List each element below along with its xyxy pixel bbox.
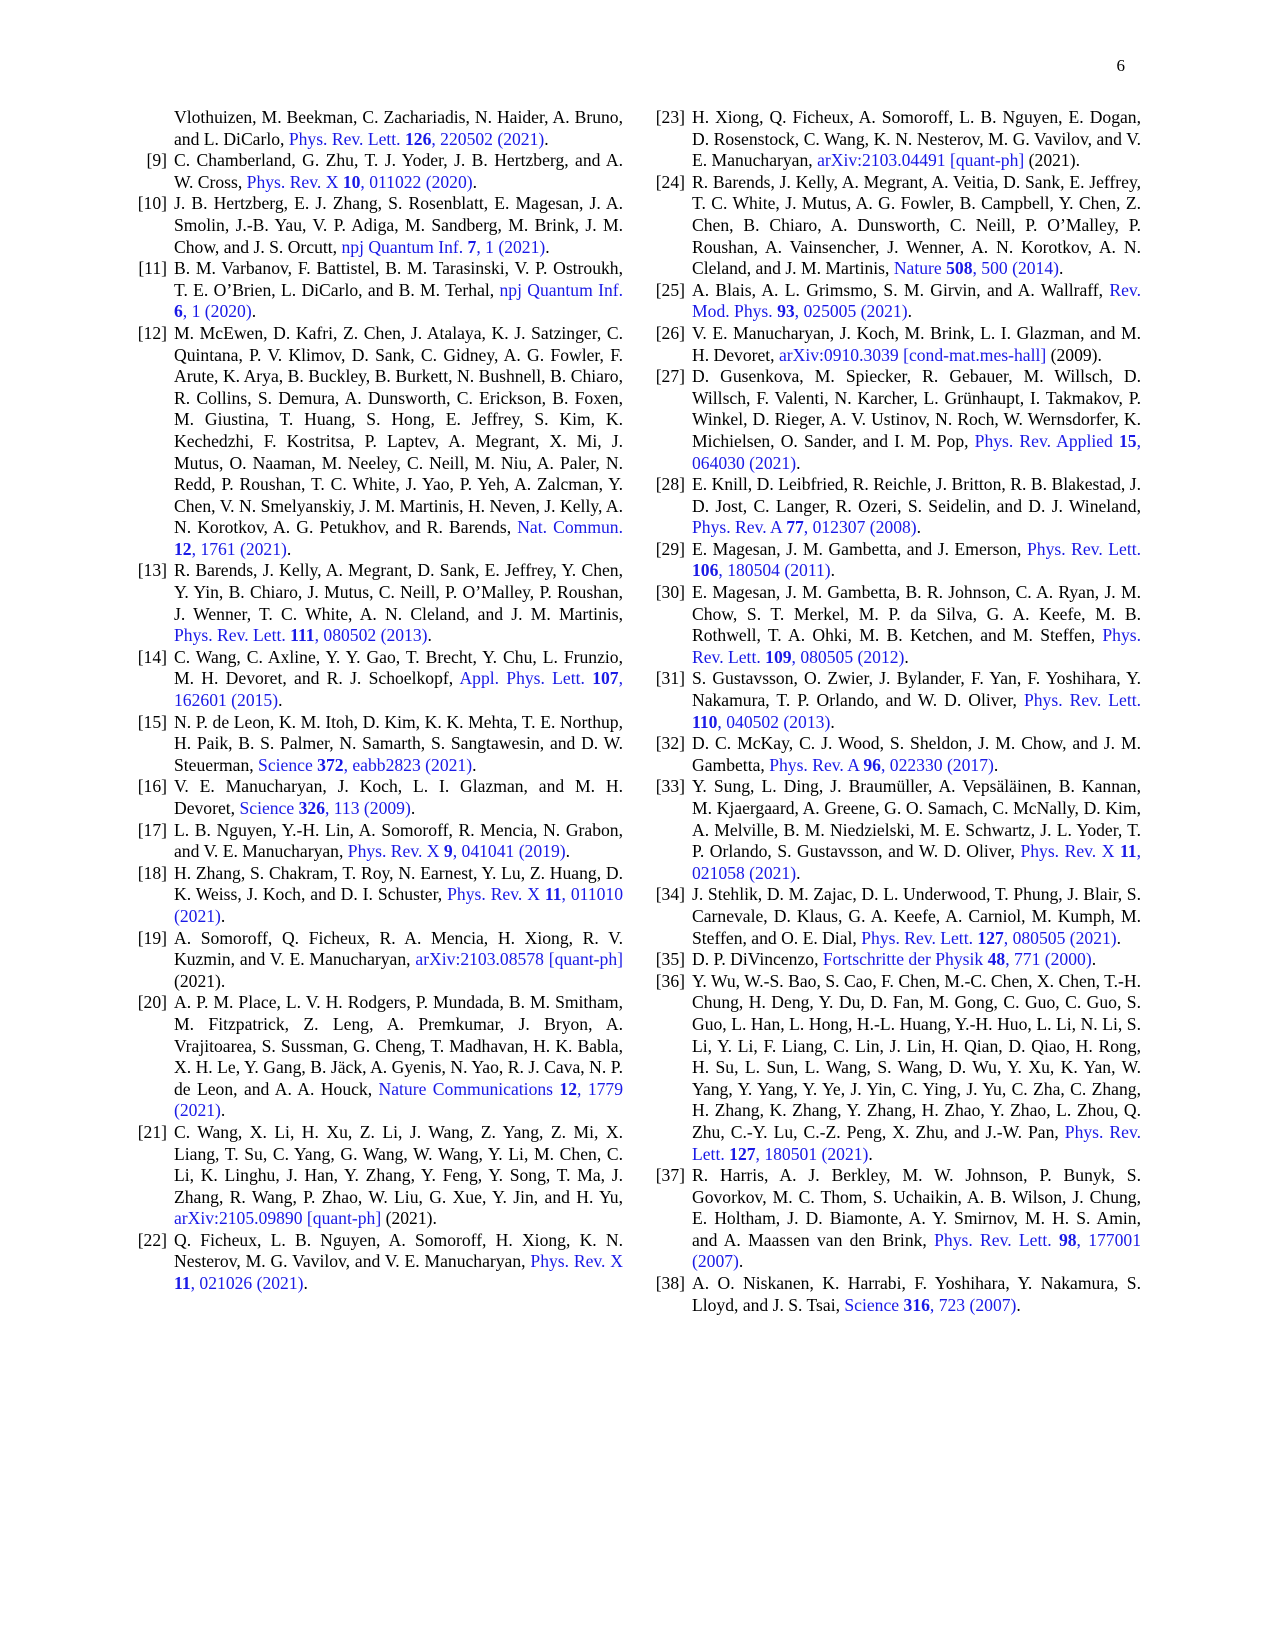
reference-pages: , 1 (2020) <box>182 301 252 322</box>
reference-link[interactable] <box>844 1295 1016 1315</box>
reference-authors: R. Barends, J. Kelly, A. Megrant, A. Veitia, D. Sank, E. Jeffrey, T. C. White, J. Mutus, A. G. Fowler, B. Campbell, Y. Chen, Z. Chen, B. Chiaro, A. Dunsworth, C. Neill, P. O’Malley, P. Roushan, A. Vainsencher, J. Wenner, A. N. Korotkov, A. N. Cleland, and J. M. Martinis, <box>692 171 1141 279</box>
reference-pages: , 771 (2000) <box>1005 949 1092 970</box>
reference-number: [33] <box>655 776 685 797</box>
reference-entry <box>133 1230 623 1295</box>
reference-link[interactable] <box>247 172 473 192</box>
reference-entry <box>651 884 1141 949</box>
reference-number: [31] <box>655 668 685 689</box>
reference-number: [11] <box>138 258 167 279</box>
reference-suffix: (2021). <box>1024 150 1080 171</box>
reference-suffix: . <box>830 560 836 581</box>
reference-journal: Science <box>239 798 295 818</box>
reference-authors: Q. Ficheux, L. B. Nguyen, A. Somoroff, H. Xiong, K. N. Nesterov, M. G. Vavilov, and V. E. Manucharyan, <box>174 1229 623 1272</box>
reference-authors: B. M. Varbanov, F. Battistel, B. M. Tarasinski, V. P. Ostroukh, T. E. O’Brien, L. DiCarlo, and B. M. Terhal, <box>174 258 623 300</box>
reference-suffix: (2009). <box>1046 344 1102 365</box>
reference-entry <box>651 1165 1141 1273</box>
reference-pages: , 1779 (2021) <box>174 1078 623 1121</box>
reference-journal: Science <box>844 1294 900 1315</box>
reference-volume: 508 <box>946 258 973 279</box>
reference-pages: , 220502 (2021) <box>431 128 545 149</box>
reference-link[interactable] <box>861 928 1116 948</box>
reference-suffix: . <box>303 1273 308 1294</box>
reference-entry <box>133 776 623 819</box>
reference-authors: R. Barends, J. Kelly, A. Megrant, D. Sank, E. Jeffrey, Y. Chen, Y. Yin, B. Chiaro, J. Mutus, C. Neill, P. O’Malley, P. Roushan, J. Wenner, T. C. White, A. N. Cleland, and J. M. Martinis, <box>174 560 623 624</box>
reference-link[interactable] <box>779 345 1046 365</box>
reference-authors: Vlothuizen, M. Beekman, C. Zachariadis, N. Haider, A. Bruno, and L. DiCarlo, <box>174 107 623 149</box>
reference-entry <box>133 992 623 1122</box>
reference-number: [14] <box>137 646 167 667</box>
reference-link[interactable] <box>289 129 544 149</box>
reference-link[interactable] <box>258 755 472 775</box>
reference-number: [23] <box>655 107 685 127</box>
reference-volume: 48 <box>987 949 1006 970</box>
reference-pages: , 162601 (2015) <box>174 668 623 711</box>
reference-suffix: . <box>868 1143 873 1164</box>
reference-volume: 12 <box>174 538 192 559</box>
reference-number: [30] <box>655 582 685 603</box>
reference-pages: , 021058 (2021) <box>692 841 1141 883</box>
reference-journal: Phys. Rev. X <box>347 841 440 862</box>
reference-link[interactable] <box>174 1208 381 1228</box>
reference-entry <box>651 366 1141 474</box>
reference-volume: 316 <box>903 1294 930 1315</box>
reference-number: [10] <box>137 193 167 214</box>
reference-entry <box>133 1122 623 1230</box>
reference-volume: 106 <box>692 560 719 581</box>
reference-volume: 11 <box>544 884 562 905</box>
reference-journal: npj Quantum Inf. <box>499 279 623 300</box>
reference-journal: Rev. Mod. Phys. <box>692 279 1141 322</box>
reference-journal: Phys. Rev. A <box>692 517 782 538</box>
reference-pages: , 180504 (2011) <box>718 560 831 581</box>
reference-entry <box>651 971 1141 1165</box>
reference-entry <box>651 539 1141 582</box>
reference-pages: , 723 (2007) <box>929 1294 1017 1315</box>
reference-number: [20] <box>137 992 167 1013</box>
reference-volume: 10 <box>342 171 361 192</box>
reference-suffix: . <box>220 1100 226 1121</box>
reference-pages: , 011022 (2020) <box>360 171 473 192</box>
reference-entry <box>651 172 1141 280</box>
reference-entry <box>651 107 1141 172</box>
reference-entry <box>133 712 623 777</box>
reference-volume: 11 <box>174 1273 191 1294</box>
reference-volume: 111 <box>290 625 315 646</box>
reference-authors: C. Wang, X. Li, H. Xu, Z. Li, J. Wang, Z. Yang, Z. Mi, X. Liang, T. Su, C. Yang, G. Wang, W. Wang, Y. Li, M. Chen, C. Li, K. Linghu, J. Han, Y. Zhang, Y. Feng, Y. Song, T. Ma, J. Zhang, R. Wang, P. Zhao, W. Liu, G. Xue, Y. Jin, and H. Yu, <box>174 1121 623 1207</box>
reference-entry <box>651 949 1141 971</box>
reference-authors: E. Magesan, J. M. Gambetta, B. R. Johnson, C. A. Ryan, J. M. Chow, S. T. Merkel, M. P. da Silva, G. A. Keefe, M. B. Rothwell, T. A. Ohki, M. B. Ketchen, and M. Steffen, <box>692 582 1141 646</box>
reference-authors: C. Wang, C. Axline, Y. Y. Gao, T. Brecht, Y. Chu, L. Frunzio, M. H. Devoret, and R. J. Schoelkopf, <box>174 646 623 689</box>
reference-link[interactable] <box>894 258 1059 278</box>
reference-journal: Appl. Phys. Lett. <box>459 668 585 689</box>
reference-number: [25] <box>655 279 685 300</box>
reference-entry <box>651 776 1141 884</box>
reference-number: [27] <box>655 366 685 387</box>
reference-journal: Phys. Rev. Lett. <box>1023 690 1141 711</box>
reference-authors: S. Gustavsson, O. Zwier, J. Bylander, F. Yan, F. Yoshihara, Y. Nakamura, T. P. Orlando, and W. D. Oliver, <box>692 668 1141 711</box>
reference-authors: A. O. Niskanen, K. Harrabi, F. Yoshihara, Y. Nakamura, S. Lloyd, and J. S. Tsai, <box>692 1273 1141 1315</box>
reference-number: [12] <box>137 322 167 343</box>
reference-volume: 127 <box>729 1143 756 1164</box>
reference-journal: Phys. Rev. Lett. <box>1026 538 1142 559</box>
reference-suffix: . <box>904 646 909 667</box>
reference-volume: 110 <box>692 711 718 732</box>
reference-authors: N. P. de Leon, K. M. Itoh, D. Kim, K. K. Mehta, T. E. Northup, H. Paik, B. S. Palmer, N. Samarth, S. Sangtawesin, and D. W. Steuerman, <box>174 711 623 775</box>
reference-pages: , 080505 (2012) <box>791 646 905 667</box>
reference-journal: Phys. Rev. Applied <box>974 430 1113 451</box>
reference-number: [17] <box>137 819 167 840</box>
references-left-column <box>133 107 623 1295</box>
reference-link[interactable] <box>341 237 545 257</box>
reference-volume: 127 <box>977 927 1004 948</box>
reference-volume: 96 <box>863 754 881 775</box>
reference-pages: , 1 (2021) <box>476 236 546 257</box>
reference-suffix: . <box>220 905 226 926</box>
reference-number: [29] <box>655 538 685 559</box>
reference-number: [16] <box>137 776 167 797</box>
reference-number: [26] <box>655 322 685 343</box>
reference-authors: H. Xiong, Q. Ficheux, A. Somoroff, L. B. Nguyen, E. Dogan, D. Rosenstock, C. Wang, K. N. Nesterov, M. G. Vavilov, and V. E. Manucharyan, <box>692 107 1141 171</box>
reference-journal: Phys. Rev. X <box>1020 841 1115 862</box>
reference-suffix: . <box>1059 258 1064 279</box>
reference-authors: C. Chamberland, G. Zhu, T. J. Yoder, J. B. Hertzberg, and A. W. Cross, <box>174 150 623 192</box>
reference-entry <box>133 107 623 150</box>
reference-suffix: . <box>916 517 922 538</box>
page-number: 6 <box>1116 56 1125 75</box>
reference-volume: 9 <box>443 841 453 862</box>
reference-pages: , eabb2823 (2021) <box>343 754 473 775</box>
reference-pages: , 080505 (2021) <box>1003 927 1117 948</box>
reference-pages: , 022330 (2017) <box>880 754 994 775</box>
reference-number: [38] <box>655 1273 685 1294</box>
reference-suffix: (2021). <box>174 970 226 991</box>
reference-suffix: . <box>251 301 257 322</box>
reference-entry <box>651 323 1141 366</box>
reference-authors: Y. Sung, L. Ding, J. Braumüller, A. Vepsäläinen, B. Kannan, M. Kjaergaard, A. Greene, G. O. Samach, C. McNally, D. Kim, A. Melville, B. M. Niedzielski, M. E. Schwartz, J. L. Yoder, T. P. Orlando, S. Gustavsson, and W. D. Oliver, <box>692 776 1141 862</box>
reference-volume: 126 <box>404 128 432 149</box>
reference-journal: Phys. Rev. Lett. <box>174 625 286 646</box>
reference-journal: Nature <box>893 258 942 279</box>
reference-journal: Phys. Rev. Lett. <box>934 1229 1052 1250</box>
reference-suffix: . <box>565 841 571 862</box>
reference-volume: 7 <box>467 236 477 257</box>
reference-entry <box>651 733 1141 776</box>
reference-authors: V. E. Manucharyan, J. Koch, M. Brink, L. I. Glazman, and M. H. Devoret, <box>692 322 1141 365</box>
reference-authors: V. E. Manucharyan, J. Koch, L. I. Glazman, and M. H. Devoret, <box>174 776 623 818</box>
reference-journal: Science <box>258 754 313 775</box>
reference-pages: , 113 (2009) <box>324 798 411 818</box>
reference-journal: Phys. Rev. Lett. <box>692 625 1141 667</box>
reference-pages: , 500 (2014) <box>972 258 1059 279</box>
reference-suffix: . <box>830 711 835 732</box>
reference-link[interactable] <box>415 949 623 969</box>
reference-number: [32] <box>655 733 685 754</box>
reference-suffix: . <box>278 690 283 711</box>
reference-suffix: . <box>286 538 292 559</box>
reference-suffix: . <box>410 798 416 818</box>
reference-authors: D. Gusenkova, M. Spiecker, R. Gebauer, M. Willsch, D. Willsch, F. Valenti, N. Karcher, L. Grünhaupt, I. Takmakov, P. Winkel, D. Rieger, A. V. Ustinov, N. Roch, W. Wernsdorfer, K. Michielsen, O. Sander, and I. M. Pop, <box>692 366 1141 451</box>
reference-journal: arXiv:2105.09890 [quant-ph] <box>174 1208 382 1229</box>
reference-volume: 109 <box>765 646 792 667</box>
reference-entry <box>651 280 1141 323</box>
reference-entry <box>133 820 623 863</box>
reference-suffix: . <box>907 301 912 322</box>
reference-suffix: . <box>1091 949 1097 970</box>
reference-number: [21] <box>137 1121 167 1142</box>
reference-journal: arXiv:2103.04491 [quant-ph] <box>817 150 1025 171</box>
reference-suffix: (2021). <box>381 1208 437 1229</box>
reference-number: [35] <box>655 949 685 970</box>
reference-entry <box>133 560 623 646</box>
reference-authors: M. McEwen, D. Kafri, Z. Chen, J. Atalaya, K. J. Satzinger, C. Quintana, P. V. Klimov, D. Sank, C. Gidney, A. G. Fowler, F. Arute, K. Arya, B. Buckley, B. Burkett, N. Bushnell, B. Chiaro, R. Collins, S. Demura, A. Dunsworth, C. Erickson, B. Foxen, M. Giustina, T. Huang, S. Hong, E. Jeffrey, S. Kim, K. Kechedzhi, F. Kostritsa, P. Laptev, A. Megrant, X. Mi, J. Mutus, O. Naaman, M. Neeley, C. Neill, M. Niu, A. Paler, N. Redd, P. Roushan, T. C. White, J. Yao, P. Yeh, A. Zalcman, Y. Chen, V. N. Smelyanskiy, J. M. Martinis, H. Neven, J. Kelly, A. N. Korotkov, A. G. Petukhov, and R. Barends, <box>174 322 623 538</box>
reference-journal: Phys. Rev. X <box>530 1251 623 1272</box>
reference-journal: Fortschritte der Physik <box>822 949 984 970</box>
reference-pages: , 1761 (2021) <box>191 538 287 559</box>
reference-number: [18] <box>137 862 167 883</box>
reference-entry <box>651 668 1141 733</box>
reference-suffix: . <box>1116 927 1122 948</box>
reference-pages: , 011010 (2021) <box>174 884 623 926</box>
reference-entry <box>133 258 623 323</box>
reference-link[interactable] <box>769 755 994 775</box>
reference-entry <box>133 928 623 993</box>
reference-number: [36] <box>655 970 685 991</box>
reference-journal: arXiv:0910.3039 [cond-mat.mes-hall] <box>778 344 1047 365</box>
reference-suffix: . <box>472 754 477 775</box>
reference-volume: 12 <box>559 1078 578 1099</box>
reference-entry <box>651 1273 1141 1316</box>
reference-pages: , 025005 (2021) <box>794 301 908 322</box>
reference-authors: E. Knill, D. Leibfried, R. Reichle, J. Britton, R. B. Blakestad, J. D. Jost, C. Langer, R. Ozeri, S. Seidelin, and D. J. Wineland, <box>692 474 1141 516</box>
reference-journal: Nat. Commun. <box>517 517 624 538</box>
reference-suffix: . <box>796 862 801 883</box>
reference-number: [15] <box>137 711 167 732</box>
reference-volume: 93 <box>777 301 795 322</box>
reference-pages: , 012307 (2008) <box>803 517 917 538</box>
reference-journal: Phys. Rev. A <box>769 754 859 775</box>
reference-link[interactable] <box>817 150 1024 170</box>
reference-link[interactable] <box>174 625 428 645</box>
reference-volume: 326 <box>298 798 325 818</box>
reference-volume: 372 <box>317 754 344 775</box>
reference-authors: Y. Wu, W.-S. Bao, S. Cao, F. Chen, M.-C. Chen, X. Chen, T.-H. Chung, H. Deng, Y. Du, D. Fan, M. Gong, C. Guo, C. Guo, S. Guo, L. Han, L. Hong, H.-L. Huang, Y.-H. Huo, L. Li, N. Li, S. Li, Y. Li, F. Liang, C. Lin, J. Lin, H. Qian, D. Qiao, H. Rong, H. Su, L. Sun, L. Wang, S. Wang, D. Wu, Y. Xu, K. Yan, W. Yang, Y. Yang, Y. Ye, J. Yin, C. Ying, J. Yu, C. Zha, C. Zhang, H. Zhang, K. Zhang, Y. Zhang, H. Zhao, Y. Zhao, L. Zhou, Q. Zhu, C.-Y. Lu, C.-Z. Peng, X. Zhu, and J.-W. Pan, <box>692 970 1141 1142</box>
reference-entry <box>651 474 1141 539</box>
reference-pages: , 021026 (2021) <box>190 1273 304 1294</box>
references-right-column <box>651 107 1141 1316</box>
reference-suffix: . <box>1016 1294 1021 1315</box>
reference-volume: 107 <box>592 668 619 689</box>
reference-journal: npj Quantum Inf. <box>341 236 464 257</box>
reference-journal: arXiv:2103.08578 [quant-ph] <box>415 949 623 970</box>
reference-suffix: . <box>427 625 432 646</box>
reference-number: [19] <box>137 927 167 948</box>
reference-entry <box>133 647 623 712</box>
reference-link[interactable] <box>348 841 566 861</box>
reference-number: [13] <box>137 560 167 581</box>
reference-pages: , 064030 (2021) <box>692 430 1141 473</box>
reference-pages: , 040502 (2013) <box>717 711 831 732</box>
reference-authors: A. Blais, A. L. Grimsmo, S. M. Girvin, and A. Wallraff, <box>692 279 1110 300</box>
reference-journal: Phys. Rev. Lett. <box>288 128 401 149</box>
reference-suffix: . <box>738 1251 744 1272</box>
reference-authors: D. P. DiVincenzo, <box>692 949 823 970</box>
reference-entry <box>133 193 623 258</box>
reference-journal: Phys. Rev. X <box>447 884 540 905</box>
reference-entry <box>133 863 623 928</box>
reference-link[interactable] <box>239 798 410 818</box>
reference-authors: A. Somoroff, Q. Ficheux, R. A. Mencia, H. Xiong, R. V. Kuzmin, and V. E. Manucharyan, <box>174 927 623 970</box>
reference-pages: , 177001 (2007) <box>692 1229 1141 1272</box>
reference-link[interactable] <box>692 517 917 537</box>
reference-number: [24] <box>655 171 685 192</box>
reference-number: [22] <box>137 1229 167 1250</box>
reference-authors: J. Stehlik, D. M. Zajac, D. L. Underwood, T. Phung, J. Blair, S. Carnevale, D. Klaus, G. A. Keefe, A. Carniol, M. Kumph, M. Steffen, and O. E. Dial, <box>692 884 1141 948</box>
reference-suffix: . <box>544 128 549 149</box>
reference-volume: 11 <box>1119 841 1137 862</box>
reference-suffix: . <box>796 452 801 473</box>
reference-suffix: . <box>993 754 999 775</box>
reference-authors: D. C. McKay, C. J. Wood, S. Sheldon, J. M. Chow, and J. M. Gambetta, <box>692 733 1141 775</box>
reference-entry <box>133 150 623 193</box>
reference-volume: 6 <box>174 301 183 322</box>
reference-journal: Nature Communications <box>378 1078 554 1099</box>
reference-suffix: . <box>545 236 550 257</box>
reference-suffix: . <box>472 171 478 192</box>
reference-link[interactable] <box>823 949 1092 969</box>
reference-pages: , 080502 (2013) <box>314 625 428 646</box>
reference-number: [9] <box>146 150 167 171</box>
reference-authors: H. Zhang, S. Chakram, T. Roy, N. Earnest, Y. Lu, Z. Huang, D. K. Weiss, J. Koch, and D. I. Schuster, <box>174 862 623 905</box>
reference-volume: 98 <box>1058 1229 1077 1250</box>
reference-authors: J. B. Hertzberg, E. J. Zhang, S. Rosenblatt, E. Magesan, J. A. Smolin, J.-B. Yau, V. P. Adiga, M. Sandberg, M. Brink, J. M. Chow, and J. S. Orcutt, <box>174 193 623 257</box>
reference-journal: Phys. Rev. X <box>246 171 339 192</box>
reference-number: [28] <box>655 474 685 495</box>
reference-authors: L. B. Nguyen, Y.-H. Lin, A. Somoroff, R. Mencia, N. Grabon, and V. E. Manucharyan, <box>174 819 623 862</box>
reference-number: [34] <box>655 884 685 905</box>
reference-number: [37] <box>655 1165 685 1186</box>
reference-volume: 15 <box>1119 430 1137 451</box>
reference-entry <box>651 582 1141 668</box>
reference-authors: A. P. M. Place, L. V. H. Rodgers, P. Mundada, B. M. Smitham, M. Fitzpatrick, Z. Leng, A. Premkumar, J. Bryon, A. Vrajitoarea, S. Sussman, G. Cheng, T. Madhavan, H. K. Babla, X. H. Le, Y. Gang, B. Jäck, A. Gyenis, N. Yao, R. J. Cava, N. P. de Leon, and A. A. Houck, <box>174 992 623 1099</box>
reference-entry <box>133 323 623 561</box>
reference-volume: 77 <box>786 517 804 538</box>
reference-pages: , 041041 (2019) <box>452 841 566 862</box>
reference-journal: Phys. Rev. Lett. <box>861 927 973 948</box>
reference-authors: R. Harris, A. J. Berkley, M. W. Johnson, P. Bunyk, S. Govorkov, M. C. Thom, S. Uchaikin, A. B. Wilson, J. Chung, E. Holtham, J. D. Biamonte, A. Y. Smirnov, M. H. S. Amin, and A. Maassen van den Brink, <box>692 1165 1141 1250</box>
reference-journal: Phys. Rev. Lett. <box>692 1121 1142 1164</box>
reference-pages: , 180501 (2021) <box>755 1143 869 1164</box>
reference-authors: E. Magesan, J. M. Gambetta, and J. Emerson, <box>692 538 1027 559</box>
